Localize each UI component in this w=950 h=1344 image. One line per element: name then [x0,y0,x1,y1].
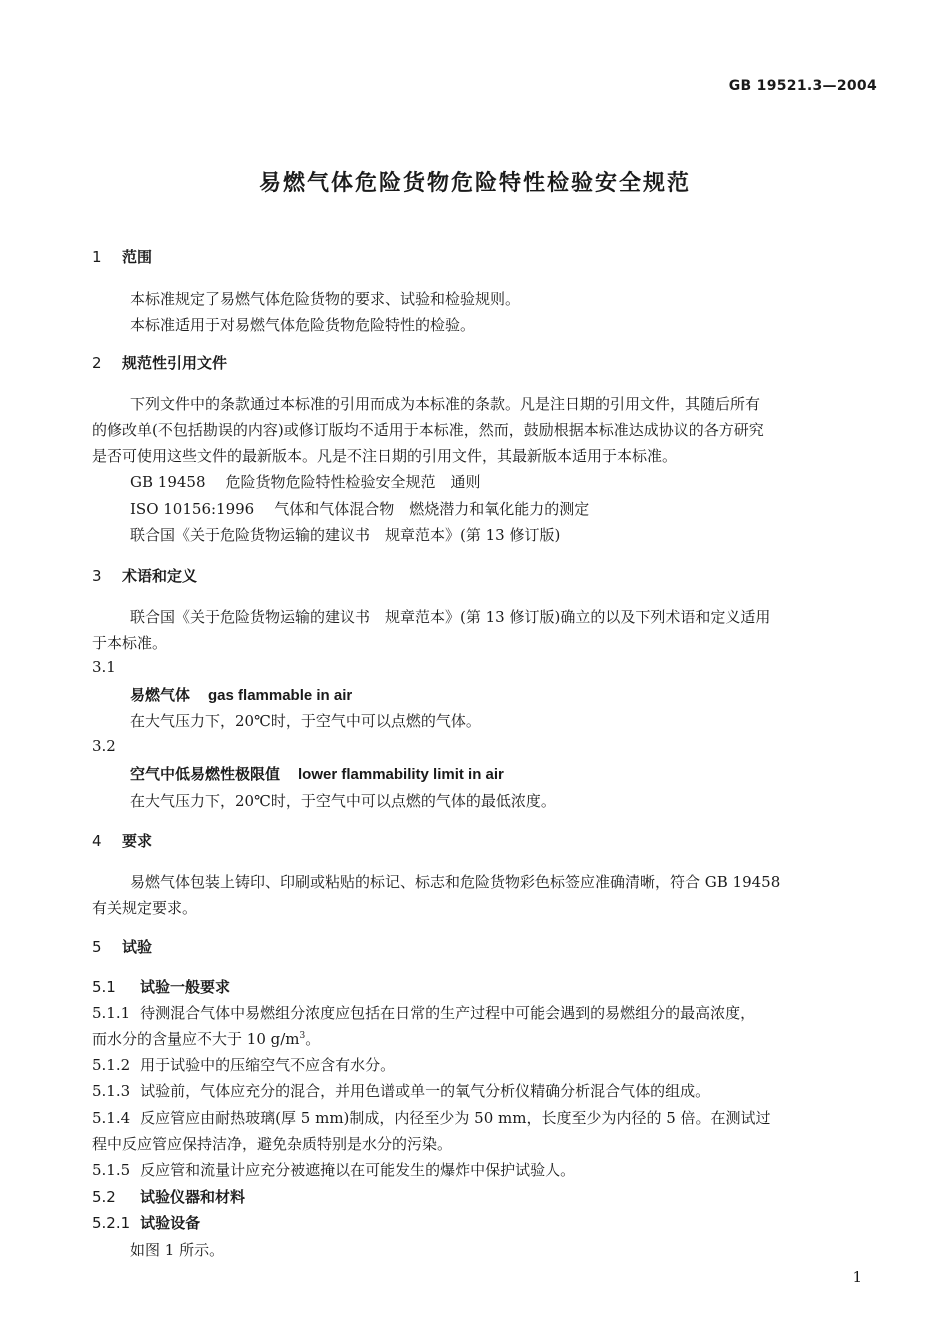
paragraph-line: 联合国《关于危险货物运输的建议书 规章范本》(第 13 修订版)确立的以及下列术语和定义适用 [130,608,771,626]
clause-number: 5.1.5 [92,1161,131,1179]
clause-text: 试验前，气体应充分的混合，并用色谱或单一的氧气分析仪精确分析混合气体的组成。 [140,1082,711,1100]
section-title: 要求 [122,832,153,850]
clause-text: 用于试验中的压缩空气不应含有水分。 [140,1056,396,1074]
section-5-heading [92,936,152,957]
page-number: 1 [852,1268,862,1286]
reference-title: 气体和气体混合物 燃烧潜力和氧化能力的测定 [274,500,590,518]
clause-number: 5.1.3 [92,1082,131,1100]
subsection-title: 试验一般要求 [140,978,231,996]
subsection-5-2-heading [92,1186,245,1207]
document-title: 易燃气体危险货物危险特性检验安全规范 [258,171,691,196]
section-number: 2 [92,354,102,372]
paragraph: 本标准规定了易燃气体危险货物的要求、试验和检验规则。 [130,290,521,308]
clause-number: 5.1.2 [92,1056,131,1074]
clause-5-1-4 [92,1107,771,1128]
paragraph: 本标准适用于对易燃气体危险货物危险特性的检验。 [130,316,476,334]
paragraph-line: 的修改单(不包括勘误的内容)或修订版均不适用于本标准，然而，鼓励根据本标准达成协议的各方研究 [92,421,764,439]
section-title: 术语和定义 [122,567,198,585]
clause-text: 待测混合气体中易燃组分浓度应包括在日常的生产过程中可能会遇到的易燃组分的最高浓度， [140,1004,756,1022]
section-number: 3 [92,567,102,585]
clause-continuation: 程中反应管应保持洁净，避免杂质特别是水分的污染。 [92,1135,453,1153]
reference-item: 联合国《关于危险货物运输的建议书 规章范本》(第 13 修订版) [130,526,561,544]
paragraph: 如图 1 所示。 [130,1241,225,1259]
paragraph-line: 于本标准。 [92,634,168,652]
reference-title: 危险货物危险特性检验安全规范 通则 [225,473,481,491]
term-english: lower flammability limit in air [298,766,504,783]
subsection-title: 试验仪器和材料 [140,1188,246,1206]
section-title: 试验 [122,938,153,956]
clause-number: 5.1.4 [92,1109,131,1127]
term-number: 3.2 [92,737,116,755]
clause-5-1-5 [92,1159,575,1180]
clause-5-1-2 [92,1054,395,1075]
clause-text: 。 [305,1030,321,1048]
clause-continuation [92,1028,320,1049]
section-2-heading [92,352,227,373]
clause-title: 试验设备 [140,1214,201,1232]
clause-number: 5.1.1 [92,1004,131,1022]
paragraph-line: 是否可使用这些文件的最新版本。凡是不注日期的引用文件，其最新版本适用于本标准。 [92,447,678,465]
subsection-number: 5.1 [92,978,116,996]
clause-text: 反应管和流量计应充分被遮掩以在可能发生的爆炸中保护试验人。 [140,1161,576,1179]
term-definition: 在大气压力下，20℃时，于空气中可以点燃的气体。 [130,712,481,730]
section-3-heading [92,565,197,586]
paragraph-line: 下列文件中的条款通过本标准的引用而成为本标准的条款。凡是注日期的引用文件，其随后所有 [130,395,761,413]
section-1-heading [92,246,152,267]
subsection-5-1-heading [92,976,230,997]
term-english: gas flammable in air [208,687,353,704]
clause-5-2-1-heading [92,1212,200,1233]
section-number: 4 [92,832,102,850]
clause-5-1-1 [92,1002,755,1023]
section-title: 规范性引用文件 [122,354,228,372]
term-chinese: 易燃气体 [130,686,191,704]
term-heading [130,684,352,705]
reference-item [130,498,589,519]
clause-5-1-3 [92,1080,710,1101]
section-number: 5 [92,938,102,956]
standard-code: GB 19521.3—2004 [728,78,877,94]
section-number: 1 [92,248,102,266]
section-4-heading [92,830,152,851]
term-chinese: 空气中低易燃性极限值 [130,765,281,783]
term-number: 3.1 [92,658,116,676]
term-definition: 在大气压力下，20℃时，于空气中可以点燃的气体的最低浓度。 [130,792,556,810]
term-heading [130,763,504,784]
clause-text: 而水分的含量应不大于 10 g/m [92,1030,300,1048]
clause-text: 反应管应由耐热玻璃(厚 5 mm)制成，内径至少为 50 mm，长度至少为内径的 5 倍。在测试过 [140,1109,771,1127]
reference-code: GB 19458 [130,473,206,491]
clause-number: 5.2.1 [92,1214,131,1232]
paragraph-line: 有关规定要求。 [92,899,198,917]
section-title: 范围 [122,248,153,266]
reference-item [130,471,481,492]
superscript: 3 [299,1031,306,1041]
reference-code: ISO 10156:1996 [130,500,255,518]
subsection-number: 5.2 [92,1188,116,1206]
paragraph-line: 易燃气体包装上铸印、印刷或粘贴的标记、标志和危险货物彩色标签应准确清晰，符合 GB 19458 [130,873,781,891]
